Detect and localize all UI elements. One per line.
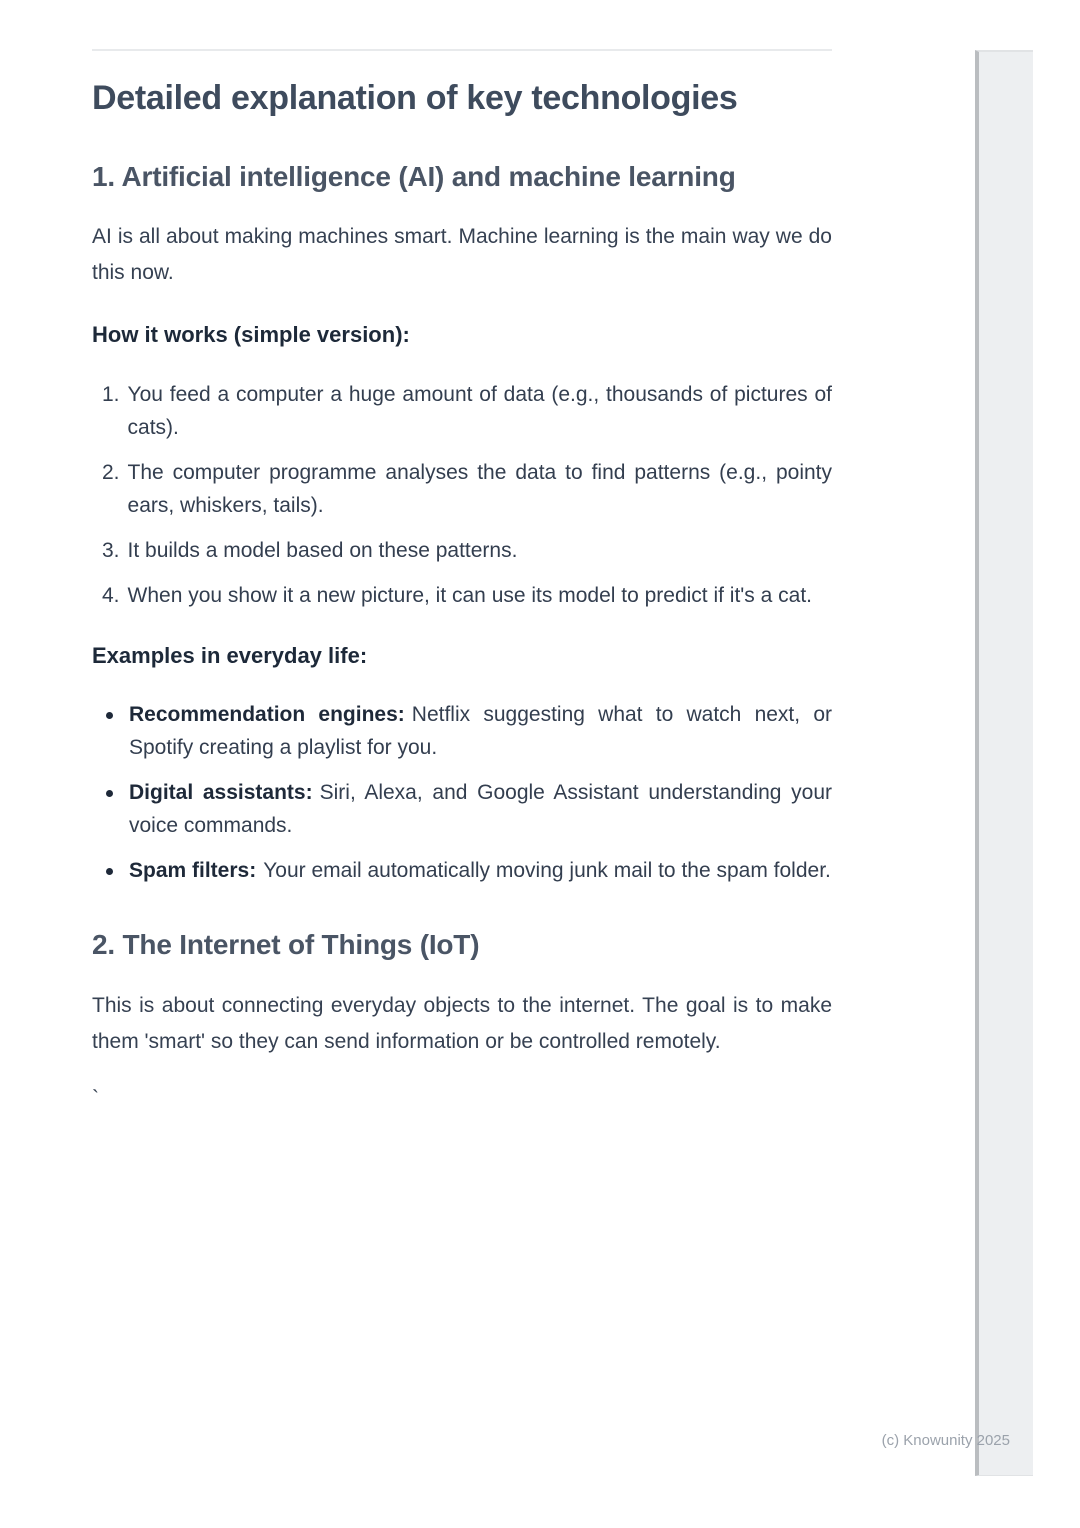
bullet-body-text: Netflix suggesting what to watch next, or Spotify creating a playlist for you. bbox=[129, 703, 832, 760]
list-item bbox=[102, 698, 832, 764]
section-heading-ai: 1. Artificial intelligence (AI) and machine learning bbox=[92, 160, 736, 192]
list-item-text: It builds a model based on these patterns. bbox=[127, 538, 518, 562]
document-content bbox=[92, 78, 832, 1115]
list-item-text bbox=[129, 698, 832, 764]
list-item bbox=[102, 456, 832, 522]
bullet-body-text: Your email automatically moving junk mail to the spam folder. bbox=[263, 859, 831, 883]
bullet-lead-text: Recommendation engines: bbox=[129, 703, 405, 727]
how-it-works-ordered-list bbox=[92, 378, 832, 612]
bullet-lead-text: Digital assistants: bbox=[129, 781, 313, 805]
list-item-text: When you show it a new picture, it can use its model to predict if it's a cat. bbox=[127, 583, 813, 607]
list-item bbox=[102, 776, 832, 842]
list-item bbox=[102, 534, 832, 567]
stray-backtick-text: ` bbox=[92, 1086, 99, 1110]
bullet-icon bbox=[106, 712, 113, 719]
bullet-lead-text: Spam filters: bbox=[129, 859, 257, 883]
list-item-number: 4. bbox=[102, 583, 120, 607]
bullet-icon bbox=[106, 790, 113, 797]
scrollbar-thumb[interactable] bbox=[975, 50, 1033, 1476]
examples-heading: Examples in everyday life: bbox=[92, 642, 368, 668]
list-item bbox=[102, 579, 832, 612]
section-heading-iot: 2. The Internet of Things (IoT) bbox=[92, 929, 480, 961]
section-intro-iot: This is about connecting everyday objects to the internet. The goal is to make them 'smart' so they can send information or be controlled remotely. bbox=[92, 993, 832, 1053]
list-item-text bbox=[129, 854, 832, 887]
section-intro-ai: AI is all about making machines smart. Machine learning is the main way we do this now. bbox=[92, 225, 832, 285]
list-item-number: 1. bbox=[102, 382, 120, 406]
list-item-text: The computer programme analyses the data to find patterns (e.g., pointy ears, whiskers, tails). bbox=[127, 460, 832, 517]
how-it-works-heading: How it works (simple version): bbox=[92, 322, 410, 348]
list-item-number: 2. bbox=[102, 460, 120, 484]
bullet-body-text: Siri, Alexa, and Google Assistant understanding your voice commands. bbox=[129, 781, 832, 838]
list-item-text: You feed a computer a huge amount of data (e.g., thousands of pictures of cats). bbox=[127, 382, 832, 439]
list-item bbox=[102, 854, 832, 887]
list-item bbox=[102, 378, 832, 444]
top-divider bbox=[92, 49, 832, 51]
list-item-number: 3. bbox=[102, 538, 120, 562]
list-item-text bbox=[129, 776, 832, 842]
examples-bullet-list bbox=[92, 698, 832, 887]
bullet-icon bbox=[106, 868, 113, 875]
page-title: Detailed explanation of key technologies bbox=[92, 79, 738, 117]
copyright-footer: (c) Knowunity 2025 bbox=[881, 1432, 1010, 1449]
